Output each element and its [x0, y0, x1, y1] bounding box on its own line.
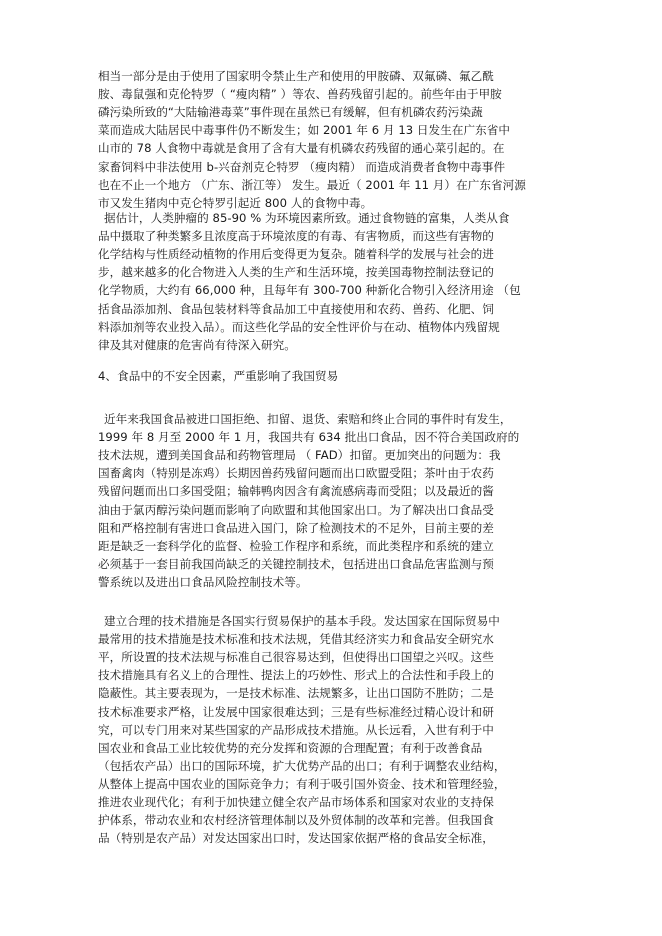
paragraph-line: 1999 年 8 月至 2000 年 1 月，我国共有 634 批出口食品，因不符合美国政府的	[98, 430, 520, 445]
paragraph-line: 从整体上提高中国农业的国际竞争力；有利于吸引国外资金、技术和管理经验，	[98, 776, 506, 791]
paragraph-line: 近年来我国食品被进口国拒绝、扣留、退货、索赔和终止合同的事件时有发生，	[104, 412, 512, 426]
paragraph-line: 建立合理的技术措施是各国实行贸易保护的基本手段。发达国家在国际贸易中	[104, 614, 500, 628]
section-heading: 4、食品中的不安全因素，严重影响了我国贸易	[98, 369, 339, 383]
paragraph-line: 技术标准要求严格，让发展中国家很难达到；三是有些标准经过精心设计和研	[98, 704, 494, 719]
paragraph-line: 国畜禽肉（特别是冻鸡）长期因兽药残留问题而出口欧盟受阻；茶叶由于农药	[98, 466, 494, 481]
paragraph-line: 磷污染所致的“大陆输港毒菜”事件现在虽然已有缓解，但有机磷农药污染蔬	[98, 105, 483, 120]
paragraph-line: 究，可以专门用来对某些国家的产品形成技术措施。从长远看，入世有利于中	[98, 722, 494, 737]
paragraph-line: 阻和严格控制有害进口食品进入国门，除了检测技术的不足外，目前主要的差	[98, 520, 494, 535]
paragraph-line: 胺、毒鼠强和克伦特罗（ “瘦肉精” ）等农、兽药残留引起的。前些年由于甲胺	[98, 87, 502, 102]
paragraph-line: 必须基于一套目前我国尚缺乏的关键控制技术，包括进出口食品危害监测与预	[98, 556, 494, 571]
paragraph-line: 警系统以及进出口食品风险控制技术等。	[98, 574, 308, 589]
paragraph-line: 家畜饲料中非法使用 b-兴奋剂克仑特罗 （瘦肉精） 而造成消费者食物中毒事件	[98, 159, 506, 174]
paragraph-line: 距是缺乏一套科学化的监督、检验工作程序和系统，而此类程序和系统的建立	[98, 538, 494, 553]
paragraph-line: 油由于氯丙醇污染问题而影响了向欧盟和其他国家出口。为了解决出口食品受	[98, 502, 494, 517]
paragraph-line: 护体系，带动农业和农村经济管理体制以及外贸体制的改革和完善。但我国食	[98, 813, 494, 828]
paragraph-line: 化学物质，大约有 66,000 种，且每年有 300-700 种新化合物引入经济用途 （包	[98, 283, 521, 298]
paragraph-line: 据估计，人类肿瘤的 85-90 % 为环境因素所致。通过食物链的富集，人类从食	[104, 211, 510, 225]
paragraph-line: 残留问题而出口多国受阻；输韩鸭肉因含有禽流感病毒而受阻；以及最近的酱	[98, 484, 494, 499]
paragraph-line: 也在不止一个地方 （广东、浙江等） 发生。最近（ 2001 年 11 月）在广东省河源	[98, 177, 526, 192]
paragraph-line: 菜而造成大陆居民中毒事件仍不断发生；如 2001 年 6 月 13 日发生在广东省中	[98, 123, 511, 138]
paragraph-line: 推进农业现代化；有利于加快建立健全农产品市场体系和国家对农业的支持保	[98, 795, 494, 809]
paragraph-line: 料添加剂等农业投入品）。而这些化学品的安全性评价与在动、植物体内残留规	[98, 319, 500, 334]
paragraph-line: 平，所设置的技术法规与标准自己很容易达到，但使得出口国望之兴叹。这些	[98, 650, 494, 665]
paragraph-line: 市又发生猪肉中克仑特罗引起近 800 人的食物中毒。	[98, 195, 373, 210]
paragraph-line: 技术措施具有名义上的合理性、提法上的巧妙性、形式上的合法性和手段上的	[98, 668, 494, 683]
paragraph-line: 隐蔽性。其主要表现为，一是技术标准、法规繁多，让出口国防不胜防；二是	[98, 686, 494, 701]
paragraph-line: 技术法规，遭到美国食品和药物管理局 （ FAD）扣留。更加突出的问题为：我	[98, 448, 501, 463]
paragraph-line: 山市的 78 人食物中毒就是食用了含有大量有机磷农药残留的通心菜引起的。在	[98, 141, 505, 156]
paragraph-line: 品（特别是农产品）对发达国家出口时，发达国家依据严格的食品安全标准，	[98, 831, 494, 846]
paragraph-line: 括食品添加剂、食品包装材料等食品加工中直接使用和农药、兽药、化肥、饲	[98, 301, 494, 316]
paragraph-line: 步，越来越多的化合物进入人类的生产和生活环境，按美国毒物控制法登记的	[98, 265, 494, 280]
paragraph-line: 最常用的技术措施是技术标准和技术法规，凭借其经济实力和食品安全研究水	[98, 632, 494, 647]
paragraph-line: 品中摄取了种类繁多且浓度高于环境浓度的有毒、有害物质，而这些有害物的	[98, 229, 494, 244]
paragraph-line: 化学结构与性质经动植物的作用后变得更为复杂。随着科学的发展与社会的进	[98, 247, 494, 262]
paragraph-line: 相当一部分是由于使用了国家明令禁止生产和使用的甲胺磷、双氟磷、氟乙酰	[98, 69, 494, 83]
paragraph-line: 律及其对健康的危害尚有待深入研究。	[98, 337, 296, 352]
paragraph-line: 国农业和食品工业比较优势的充分发挥和资源的合理配置；有利于改善食品	[98, 740, 483, 755]
paragraph-line: （包括农产品）出口的国际环境，扩大优势产品的出口；有利于调整农业结构，	[98, 758, 506, 773]
